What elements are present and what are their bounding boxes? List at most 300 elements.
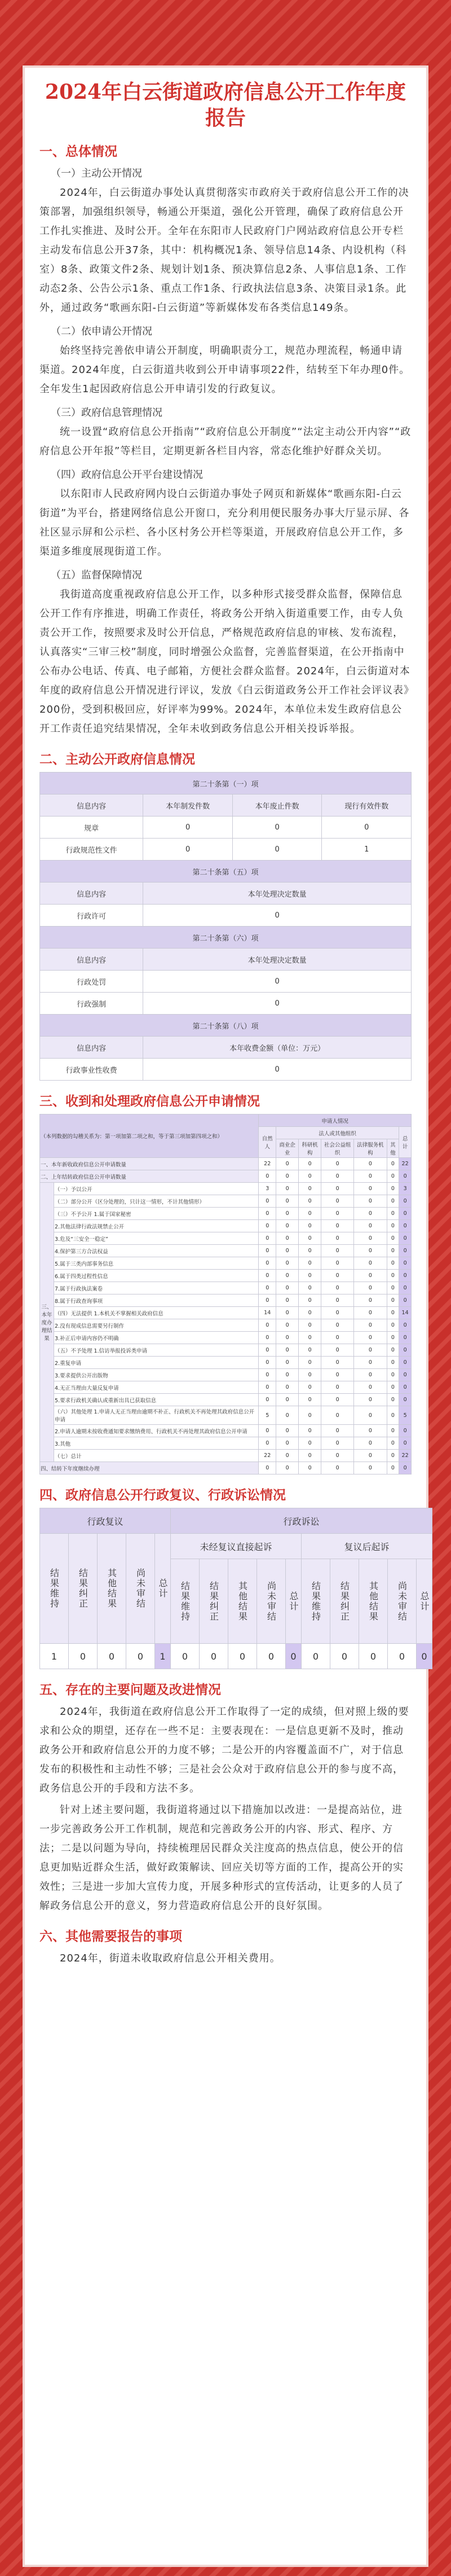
cell: 0 bbox=[259, 1369, 276, 1381]
cell: 0 bbox=[321, 1406, 354, 1425]
col-header: 结果维持 bbox=[40, 1534, 69, 1644]
row-label: 7.属于行政执法案卷 bbox=[54, 1282, 259, 1294]
cell: 0 bbox=[387, 1195, 399, 1208]
col-header: 总计 bbox=[286, 1559, 302, 1644]
paragraph: 我街道高度重视政府信息公开工作，以多种形式接受群众监督，保障信息公开工作有序推进，明确工作责任，将政务公开纳入街道重要工作，由专人负责公开工作，按照要求及时公开信息，严格规范政府信息的审核、发布流程，认真落实“三审三校”制度，同时增强公众监督，完善监督渠道，在公开指南中公布办公电话、传真、电子邮箱，方便社会群众监督。2024年，白云街道对本年度的政府信息公开情况进行评议，发放《白云街道政务公开工作社会评议表》200份，受到积极回应，好评率为99%。2024年，本单位未发生政府信息公开工作责任追究结果情况，全年未收到政务信息公开相关投诉举报。 bbox=[39, 589, 410, 735]
cell: 5 bbox=[259, 1406, 276, 1425]
cell: 0 bbox=[276, 1270, 299, 1282]
col-header: 结果维持 bbox=[302, 1559, 330, 1644]
cell: 0 bbox=[399, 1319, 412, 1332]
cell: 0 bbox=[259, 1381, 276, 1394]
cell: 0 bbox=[354, 1357, 387, 1369]
cell: 0 bbox=[299, 1270, 321, 1282]
section-5-heading: 五、存在的主要问题及改进情况 bbox=[39, 1683, 221, 1697]
cell: 0 bbox=[299, 1369, 321, 1381]
col-header: 其他 bbox=[387, 1139, 399, 1158]
cell: 0 bbox=[299, 1437, 321, 1450]
cell: 0 bbox=[299, 1170, 321, 1183]
table-row bbox=[40, 1208, 412, 1220]
cell: 0 bbox=[321, 1183, 354, 1195]
table-row bbox=[40, 1195, 412, 1208]
table-row bbox=[40, 1232, 412, 1245]
cell: 0 bbox=[299, 1307, 321, 1319]
cell: 0 bbox=[387, 1462, 399, 1474]
cell: 0 bbox=[387, 1245, 399, 1257]
row-label: （二）部分公开（区分处理的，只计这一情形，不计其他情形） bbox=[54, 1195, 259, 1208]
cell: 0 bbox=[276, 1462, 299, 1474]
section-1-heading: 一、总体情况 bbox=[39, 144, 117, 159]
cell: 0 bbox=[259, 1220, 276, 1232]
col-header: 结果纠正 bbox=[200, 1559, 228, 1644]
cell: 0 bbox=[321, 1282, 354, 1294]
cell: 0 bbox=[299, 1357, 321, 1369]
cell: 0 bbox=[399, 1270, 412, 1282]
cell: 0 bbox=[354, 1170, 387, 1183]
cell: 0 bbox=[321, 1357, 354, 1369]
cell: 0 bbox=[399, 1437, 412, 1450]
active-disclosure-table bbox=[39, 772, 412, 1081]
col-header: 社会公益组织 bbox=[321, 1139, 354, 1158]
cell: 1 bbox=[40, 1644, 69, 1669]
cell: 0 bbox=[259, 1170, 276, 1183]
cell: 0 bbox=[354, 1158, 387, 1170]
cell: 0 bbox=[321, 1270, 354, 1282]
cell: 0 bbox=[399, 1208, 412, 1220]
table-band: 第二十条第（六）项 bbox=[40, 927, 412, 949]
cell: 0 bbox=[387, 1220, 399, 1232]
cell: 0 bbox=[299, 1462, 321, 1474]
row-label: 2.重复申请 bbox=[54, 1357, 259, 1369]
cell: 0 bbox=[354, 1232, 387, 1245]
col-header: 总计 bbox=[399, 1127, 412, 1158]
table-row bbox=[40, 1450, 412, 1462]
cell: 0 bbox=[259, 1282, 276, 1294]
cell: 0 bbox=[299, 1257, 321, 1270]
cell: 0 bbox=[276, 1208, 299, 1220]
table-row bbox=[40, 1437, 412, 1450]
row-label: （六）其他处理 1.申请人无正当理由逾期不补正、行政机关不再处理其政府信息公开申请 bbox=[54, 1406, 259, 1425]
table-row bbox=[40, 1294, 412, 1307]
cell: 0 bbox=[354, 1332, 387, 1344]
cell: 0 bbox=[354, 1344, 387, 1357]
cell: 0 bbox=[276, 1425, 299, 1437]
cell: 0 bbox=[259, 1270, 276, 1282]
col-header: 法人或其他组织 bbox=[276, 1127, 399, 1139]
cell: 0 bbox=[399, 1220, 412, 1232]
row-label: 一、本年新收政府信息公开申请数量 bbox=[40, 1158, 259, 1170]
cell: 0 bbox=[321, 1462, 354, 1474]
cell: 0 bbox=[276, 1170, 299, 1183]
cell: 0 bbox=[387, 1183, 399, 1195]
row-label: 6.属于四类过程性信息 bbox=[54, 1270, 259, 1282]
col-header: 法律服务机构 bbox=[354, 1139, 387, 1158]
cell: 0 bbox=[259, 1294, 276, 1307]
row-label: 3.要求提供公开出版物 bbox=[54, 1369, 259, 1381]
sub-heading: （五）监督保障情况 bbox=[51, 569, 142, 581]
cell: 0 bbox=[399, 1332, 412, 1344]
cell: 0 bbox=[399, 1381, 412, 1394]
col-header: 总计 bbox=[417, 1559, 432, 1644]
cell: 0 bbox=[321, 1344, 354, 1357]
cell: 0 bbox=[276, 1344, 299, 1357]
cell: 0 bbox=[276, 1319, 299, 1332]
cell: 0 bbox=[276, 1195, 299, 1208]
cell: 0 bbox=[276, 1245, 299, 1257]
cell: 行政许可 bbox=[40, 905, 143, 927]
cell: 0 bbox=[399, 1344, 412, 1357]
cell: 0 bbox=[276, 1394, 299, 1406]
cell: 0 bbox=[387, 1406, 399, 1425]
cell: 0 bbox=[354, 1437, 387, 1450]
cell: 14 bbox=[259, 1307, 276, 1319]
cell: 0 bbox=[276, 1450, 299, 1462]
row-label: 四、结转下年度继续办理 bbox=[40, 1462, 259, 1474]
paragraph: 针对上述主要问题，我街道将通过以下措施加以改进：一是提高站位，进一步完善政务公开工作机制，规范和完善政务公开的内容、形式、程序、方法；二是以问题为导向，持续梳理居民群众关注度高的热点信息，使公开的信息更加贴近群众生活，做好政策解读、回应关切等方面的工作，提高公开的实效性；三是进一步加大宣传力度，开展多种形式的宣传活动，让更多的人员了解政务信息公开的意义，努力营造政府信息公开的良好氛围。 bbox=[39, 1804, 404, 1912]
row-label: （三）不予公开 1.属于国家秘密 bbox=[54, 1208, 259, 1220]
table-band: 第二十条第（一）项 bbox=[40, 773, 412, 795]
col-header: 尚未审结 bbox=[388, 1559, 417, 1644]
cell: 0 bbox=[399, 1357, 412, 1369]
cell: 0 bbox=[143, 1059, 412, 1081]
sub-heading: （三）政府信息管理情况 bbox=[51, 407, 162, 419]
corner-note: （本列数据的勾稽关系为：第一项加第二项之和，等于第三项加第四项之和） bbox=[40, 1114, 259, 1158]
row-group-label: 三、本年度办理结果 bbox=[40, 1183, 54, 1462]
cell: 0 bbox=[321, 1425, 354, 1437]
section-6-heading: 六、其他需要报告的事项 bbox=[39, 1929, 182, 1944]
cell: 0 bbox=[143, 993, 412, 1015]
row-label: （四）无法提供 1.本机关不掌握相关政府信息 bbox=[54, 1307, 259, 1319]
section-3-heading: 三、收到和处理政府信息公开申请情况 bbox=[39, 1094, 260, 1109]
cell: 0 bbox=[259, 1319, 276, 1332]
cell: 0 bbox=[232, 817, 322, 839]
col-header: 结果纠正 bbox=[330, 1559, 359, 1644]
row-label: 4.无正当理由大量反复申请 bbox=[54, 1381, 259, 1394]
cell: 0 bbox=[299, 1158, 321, 1170]
table-row bbox=[40, 1307, 412, 1319]
cell: 0 bbox=[299, 1208, 321, 1220]
cell: 0 bbox=[354, 1220, 387, 1232]
row-label: 2.没有现成信息需要另行制作 bbox=[54, 1319, 259, 1332]
paragraph: 以东阳市人民政府网内设白云街道办事处子网页和新媒体“歌画东阳-白云街道”为平台，搭建网络信息公开窗口，充分利用便民服务办事大厅显示屏、各社区显示屏和公示栏、各小区村务公开栏等渠道，开展政府信息公开工作，多渠道多维度展现街道工作。 bbox=[39, 488, 410, 558]
cell: 0 bbox=[299, 1195, 321, 1208]
cell: 0 bbox=[399, 1257, 412, 1270]
cell: 0 bbox=[399, 1245, 412, 1257]
cell: 0 bbox=[228, 1644, 257, 1669]
cell: 0 bbox=[276, 1257, 299, 1270]
cell: 0 bbox=[388, 1644, 417, 1669]
application-table bbox=[39, 1114, 412, 1474]
cell: 0 bbox=[276, 1220, 299, 1232]
row-label: 2.申请人逾期未按收费通知要求缴纳费用、行政机关不再处理其政府信息公开申请 bbox=[54, 1425, 259, 1437]
cell: 3 bbox=[259, 1183, 276, 1195]
cell: 0 bbox=[354, 1257, 387, 1270]
cell: 0 bbox=[387, 1357, 399, 1369]
cell: 0 bbox=[259, 1357, 276, 1369]
cell: 0 bbox=[200, 1644, 228, 1669]
cell: 0 bbox=[399, 1369, 412, 1381]
cell: 0 bbox=[259, 1437, 276, 1450]
table-row bbox=[40, 1183, 412, 1195]
cell: 0 bbox=[276, 1232, 299, 1245]
cell: 0 bbox=[354, 1369, 387, 1381]
table-row bbox=[40, 1332, 412, 1344]
cell: 0 bbox=[299, 1332, 321, 1344]
cell: 5 bbox=[399, 1406, 412, 1425]
cell: 0 bbox=[354, 1245, 387, 1257]
section-2-heading: 二、主动公开政府信息情况 bbox=[39, 752, 195, 767]
cell: 0 bbox=[399, 1232, 412, 1245]
cell: 0 bbox=[354, 1450, 387, 1462]
table-row bbox=[40, 1170, 412, 1183]
cell: 0 bbox=[276, 1307, 299, 1319]
cell: 0 bbox=[299, 1381, 321, 1394]
cell: 0 bbox=[299, 1394, 321, 1406]
col-header: 总计 bbox=[155, 1534, 171, 1644]
cell: 0 bbox=[232, 839, 322, 861]
row-label: 5.属于三类内部事务信息 bbox=[54, 1257, 259, 1270]
col-header: 结果纠正 bbox=[69, 1534, 98, 1644]
review-litigation-table bbox=[39, 1508, 432, 1669]
cell: 0 bbox=[259, 1332, 276, 1344]
cell: 22 bbox=[259, 1450, 276, 1462]
cell: 0 bbox=[321, 1245, 354, 1257]
cell: 0 bbox=[143, 905, 412, 927]
cell: 0 bbox=[259, 1195, 276, 1208]
col-header: 信息内容 bbox=[40, 795, 143, 817]
cell: 0 bbox=[321, 1332, 354, 1344]
table-row bbox=[40, 1257, 412, 1270]
col-header: 其他结果 bbox=[228, 1559, 257, 1644]
cell: 0 bbox=[354, 1425, 387, 1437]
row-label: （五）不予处理 1.信访举报投诉类申请 bbox=[54, 1344, 259, 1357]
row-label: 2.其他法律行政法规禁止公开 bbox=[54, 1220, 259, 1232]
cell: 0 bbox=[387, 1381, 399, 1394]
paragraph: 2024年，街道未收取政府信息公开相关费用。 bbox=[60, 1952, 281, 1964]
col-header: 现行有效件数 bbox=[322, 795, 412, 817]
cell: 22 bbox=[399, 1450, 412, 1462]
cell: 0 bbox=[299, 1344, 321, 1357]
col-header: 本年制发件数 bbox=[143, 795, 233, 817]
cell: 0 bbox=[354, 1183, 387, 1195]
row-label: 8.属于行政查询事项 bbox=[54, 1294, 259, 1307]
cell: 0 bbox=[126, 1644, 155, 1669]
cell: 0 bbox=[299, 1282, 321, 1294]
cell: 0 bbox=[259, 1462, 276, 1474]
cell: 0 bbox=[321, 1220, 354, 1232]
col-header: 信息内容 bbox=[40, 1037, 143, 1059]
cell: 0 bbox=[276, 1158, 299, 1170]
table-row bbox=[40, 1158, 412, 1170]
cell: 3 bbox=[399, 1183, 412, 1195]
cell: 0 bbox=[276, 1357, 299, 1369]
cell: 0 bbox=[259, 1344, 276, 1357]
cell: 0 bbox=[321, 1437, 354, 1450]
sub-heading: （四）政府信息公开平台建设情况 bbox=[51, 469, 203, 481]
cell: 0 bbox=[321, 1208, 354, 1220]
cell: 1 bbox=[322, 839, 412, 861]
col-header: 信息内容 bbox=[40, 949, 143, 971]
table-row bbox=[40, 1357, 412, 1369]
cell: 0 bbox=[399, 1195, 412, 1208]
cell: 0 bbox=[276, 1381, 299, 1394]
cell: 0 bbox=[276, 1369, 299, 1381]
cell: 0 bbox=[354, 1394, 387, 1406]
cell: 0 bbox=[143, 971, 412, 993]
cell: 0 bbox=[299, 1220, 321, 1232]
cell: 0 bbox=[399, 1425, 412, 1437]
table-row bbox=[40, 1394, 412, 1406]
cell: 0 bbox=[321, 1232, 354, 1245]
cell: 0 bbox=[387, 1232, 399, 1245]
cell: 0 bbox=[330, 1644, 359, 1669]
cell: 0 bbox=[387, 1270, 399, 1282]
cell: 0 bbox=[354, 1294, 387, 1307]
paragraph: 统一设置“政府信息公开指南”“政府信息公开制度”“法定主动公开内容”“政府信息公开年报”等栏目，定期更新各栏目内容，常态化维护好群众关切。 bbox=[39, 426, 412, 457]
row-label: 4.保护第三方合法权益 bbox=[54, 1245, 259, 1257]
row-label: 3.危及“三安全一稳定” bbox=[54, 1232, 259, 1245]
cell: 0 bbox=[299, 1232, 321, 1245]
table-row bbox=[40, 1462, 412, 1474]
cell: 0 bbox=[276, 1406, 299, 1425]
cell: 0 bbox=[171, 1644, 200, 1669]
col-header: 复议后起诉 bbox=[302, 1534, 432, 1559]
col-header: 其他结果 bbox=[359, 1559, 388, 1644]
cell: 0 bbox=[387, 1369, 399, 1381]
cell: 0 bbox=[321, 1170, 354, 1183]
cell: 0 bbox=[354, 1462, 387, 1474]
cell: 0 bbox=[354, 1208, 387, 1220]
col-header: 其他结果 bbox=[98, 1534, 126, 1644]
cell: 0 bbox=[387, 1208, 399, 1220]
table-row bbox=[40, 1425, 412, 1437]
cell: 0 bbox=[399, 1294, 412, 1307]
cell: 0 bbox=[276, 1183, 299, 1195]
cell: 0 bbox=[299, 1319, 321, 1332]
table-row bbox=[40, 1245, 412, 1257]
col-header: 本年处理决定数量 bbox=[143, 883, 412, 905]
section-4-heading: 四、政府信息公开行政复议、行政诉讼情况 bbox=[39, 1488, 286, 1503]
table-row bbox=[40, 1319, 412, 1332]
cell: 22 bbox=[399, 1158, 412, 1170]
cell: 0 bbox=[276, 1294, 299, 1307]
col-header: 本年废止件数 bbox=[232, 795, 322, 817]
cell: 0 bbox=[276, 1437, 299, 1450]
cell: 0 bbox=[286, 1644, 302, 1669]
cell: 0 bbox=[299, 1245, 321, 1257]
cell: 22 bbox=[259, 1158, 276, 1170]
cell: 0 bbox=[354, 1319, 387, 1332]
cell: 0 bbox=[399, 1170, 412, 1183]
row-label: 3.补正后申请内容仍不明确 bbox=[54, 1332, 259, 1344]
row-label: （七）总计 bbox=[54, 1450, 259, 1462]
report-content bbox=[39, 79, 430, 1971]
cell: 0 bbox=[257, 1644, 286, 1669]
cell: 0 bbox=[387, 1332, 399, 1344]
table-band: 第二十条第（八）项 bbox=[40, 1015, 412, 1037]
cell: 0 bbox=[417, 1644, 432, 1669]
cell: 0 bbox=[143, 817, 233, 839]
table-row bbox=[40, 1369, 412, 1381]
cell: 0 bbox=[259, 1425, 276, 1437]
cell: 0 bbox=[259, 1208, 276, 1220]
cell: 0 bbox=[354, 1195, 387, 1208]
cell: 0 bbox=[387, 1294, 399, 1307]
cell: 0 bbox=[69, 1644, 98, 1669]
cell: 0 bbox=[321, 1450, 354, 1462]
cell: 0 bbox=[387, 1282, 399, 1294]
cell: 规章 bbox=[40, 817, 143, 839]
cell: 0 bbox=[354, 1381, 387, 1394]
cell: 0 bbox=[387, 1450, 399, 1462]
cell: 0 bbox=[399, 1462, 412, 1474]
cell: 0 bbox=[259, 1257, 276, 1270]
paragraph: 2024年，白云街道办事处认真贯彻落实市政府关于政府信息公开工作的决策部署，加强组织领导，畅通公开渠道，强化公开管理，确保了政府信息公开工作扎实推进、及时公开。全年在东阳市人民政府门户网站政府信息公开专栏主动发布信息公开37条，其中：机构概况1条、领导信息14条、内设机构（科室）8条、政策文件2条、规划计划1条、预决算信息2条、人事信息1条、工作动态2条、公告公示1条、重点工作1条、行政执法信息3条、决策目录1条。此外，通过政务“歌画东阳-白云街道”等新媒体发布各类信息149条。 bbox=[39, 187, 409, 314]
cell: 0 bbox=[354, 1282, 387, 1294]
cell: 1 bbox=[155, 1644, 171, 1669]
cell: 0 bbox=[399, 1394, 412, 1406]
cell: 0 bbox=[321, 1195, 354, 1208]
cell: 行政规范性文件 bbox=[40, 839, 143, 861]
cell: 0 bbox=[354, 1307, 387, 1319]
applicant-header: 申请人情况 bbox=[259, 1114, 412, 1127]
cell: 0 bbox=[321, 1394, 354, 1406]
cell: 行政事业性收费 bbox=[40, 1059, 143, 1081]
table-row bbox=[40, 1270, 412, 1282]
cell: 0 bbox=[387, 1425, 399, 1437]
cell: 0 bbox=[321, 1369, 354, 1381]
cell: 0 bbox=[321, 1158, 354, 1170]
sub-heading: （一）主动公开情况 bbox=[51, 168, 142, 179]
cell: 0 bbox=[359, 1644, 388, 1669]
col-header: 未经复议直接起诉 bbox=[171, 1534, 302, 1559]
cell: 0 bbox=[322, 817, 412, 839]
table-row bbox=[40, 1344, 412, 1357]
table-row bbox=[40, 1282, 412, 1294]
cell: 0 bbox=[321, 1294, 354, 1307]
cell: 0 bbox=[276, 1282, 299, 1294]
col-header: 尚未审结 bbox=[126, 1534, 155, 1644]
cell: 0 bbox=[387, 1158, 399, 1170]
row-label: 5.要求行政机关确认或重新出具已获取信息 bbox=[54, 1394, 259, 1406]
col-header: 商业企业 bbox=[276, 1139, 299, 1158]
cell: 0 bbox=[387, 1307, 399, 1319]
cell: 0 bbox=[259, 1245, 276, 1257]
cell: 0 bbox=[98, 1644, 126, 1669]
paragraph: 2024年，我街道在政府信息公开工作取得了一定的成绩，但对照上级的要求和公众的期望，还存在一些不足：主要表现在：一是信息更新不及时，推动政务公开和政府信息公开的力度不够；二是公开的内容覆盖面不广，对于信息发布的积极性和主动性不够；三是社会公众对于政府信息公开的参与度不高，政务信息公开的手段和方法不多。 bbox=[39, 1706, 409, 1794]
cell: 行政处罚 bbox=[40, 971, 143, 993]
table-band: 第二十条第（五）项 bbox=[40, 861, 412, 883]
cell: 0 bbox=[387, 1344, 399, 1357]
cell: 0 bbox=[321, 1381, 354, 1394]
table-row bbox=[40, 1406, 412, 1425]
col-header: 自然人 bbox=[259, 1127, 276, 1158]
table-row bbox=[40, 1381, 412, 1394]
cell: 0 bbox=[321, 1319, 354, 1332]
row-label: （一）予以公开 bbox=[54, 1183, 259, 1195]
col-header: 结果维持 bbox=[171, 1559, 200, 1644]
cell: 0 bbox=[259, 1232, 276, 1245]
cell: 0 bbox=[387, 1170, 399, 1183]
row-label: 3.其他 bbox=[54, 1437, 259, 1450]
sub-heading: （二）依申请公开情况 bbox=[51, 326, 152, 337]
cell: 0 bbox=[299, 1183, 321, 1195]
cell: 0 bbox=[354, 1270, 387, 1282]
row-label: 二、上年结转政府信息公开申请数量 bbox=[40, 1170, 259, 1183]
cell: 0 bbox=[399, 1282, 412, 1294]
cell: 行政强制 bbox=[40, 993, 143, 1015]
col-header: 尚未审结 bbox=[257, 1559, 286, 1644]
cell: 0 bbox=[299, 1406, 321, 1425]
